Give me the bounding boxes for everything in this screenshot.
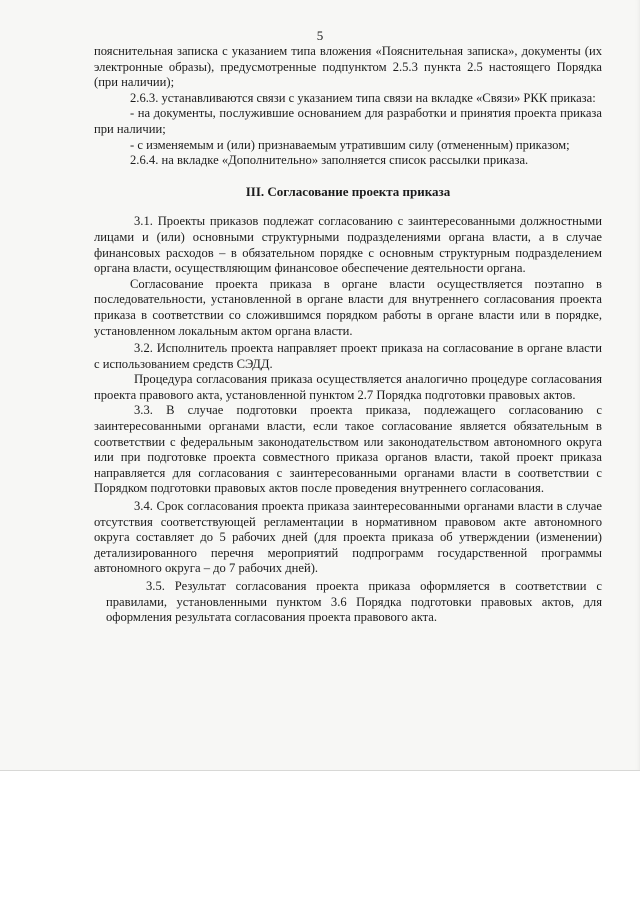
paragraph-approval-procedure: Процедура согласования приказа осуществляется аналогично процедуре согласования проекта правового акта, установленной пунктом 2.7 Порядка подготовки правовых актов. bbox=[94, 372, 602, 402]
paragraph-2-6-4: 2.6.4. на вкладке «Дополнительно» заполняется список рассылки приказа. bbox=[130, 153, 529, 168]
paragraph-stepwise-approval: Согласование проекта приказа в органе власти осуществляется поэтапно в последовательности, установленной в органе власти для внутреннего согласования проекта приказа в соответствии со сложившимся порядком работы в органе власти или в порядке, установленном локальным актом органа власти. bbox=[94, 276, 602, 338]
section-heading: III. Согласование проекта приказа bbox=[245, 183, 451, 199]
list-item-basis-documents: - на документы, послужившие основанием для разработки и принятия проекта приказа при наличии; bbox=[94, 106, 602, 136]
document-body bbox=[94, 44, 602, 626]
paragraph-attachments: пояснительная записка с указанием типа вложения «Пояснительная записка», документы (их электронные образы), предусмотренные подпунктом 2.5.3 пункта 2.5 настоящего Порядка (при наличии); bbox=[94, 44, 602, 90]
paragraph-3-4: 3.4. Срок согласования проекта приказа заинтересованными органами власти в случае отсутствия соответствующей регламентации в нормативном правовом акте автономного округа составляет до 5 рабочих дней (для проекта приказа об утверждении (изменении) детализированного перечня мероприятий подпрограмм государственной программы автономного округа – до 7 рабочих дней). bbox=[94, 499, 602, 576]
page-number: 5 bbox=[316, 28, 324, 43]
blank-margin bbox=[0, 771, 640, 905]
paragraph-3-5: 3.5. Результат согласования проекта приказа оформляется в соответствии с правилами, установленными пунктом 3.6 Порядка подготовки правовых актов, для оформления результата согласования проекта правового акта. bbox=[106, 579, 602, 625]
list-item-amended-orders: - с изменяемым и (или) признаваемым утратившим силу (отмененным) приказом; bbox=[130, 137, 570, 152]
paragraph-3-2: 3.2. Исполнитель проекта направляет проект приказа на согласование в органе власти с использованием средств СЭДД. bbox=[94, 341, 602, 371]
paragraph-2-6-3: 2.6.3. устанавливаются связи с указанием типа связи на вкладке «Связи» РКК приказа: bbox=[130, 90, 596, 105]
paragraph-3-1: 3.1. Проекты приказов подлежат согласованию с заинтересованными должностными лицами и (или) основными структурными подразделениями органа власти, а в случае финансовых расходов – в обязательном порядке с основным структурным подразделением органа власти, осуществляющим финансовое обеспечение деятельности органа. bbox=[94, 214, 602, 276]
paragraph-3-3: 3.3. В случае подготовки проекта приказа, подлежащего согласованию с заинтересованными органами власти, если такое согласование является обязательным в соответствии с федеральным законодательством или законодательством автономного округа или при подготовке проекта совместного приказа органов власти, такой проект приказа направляется для согласования с заинтересованными органами власти в соответствии с Порядком подготовки правовых актов после проведения внутреннего согласования. bbox=[94, 403, 602, 496]
